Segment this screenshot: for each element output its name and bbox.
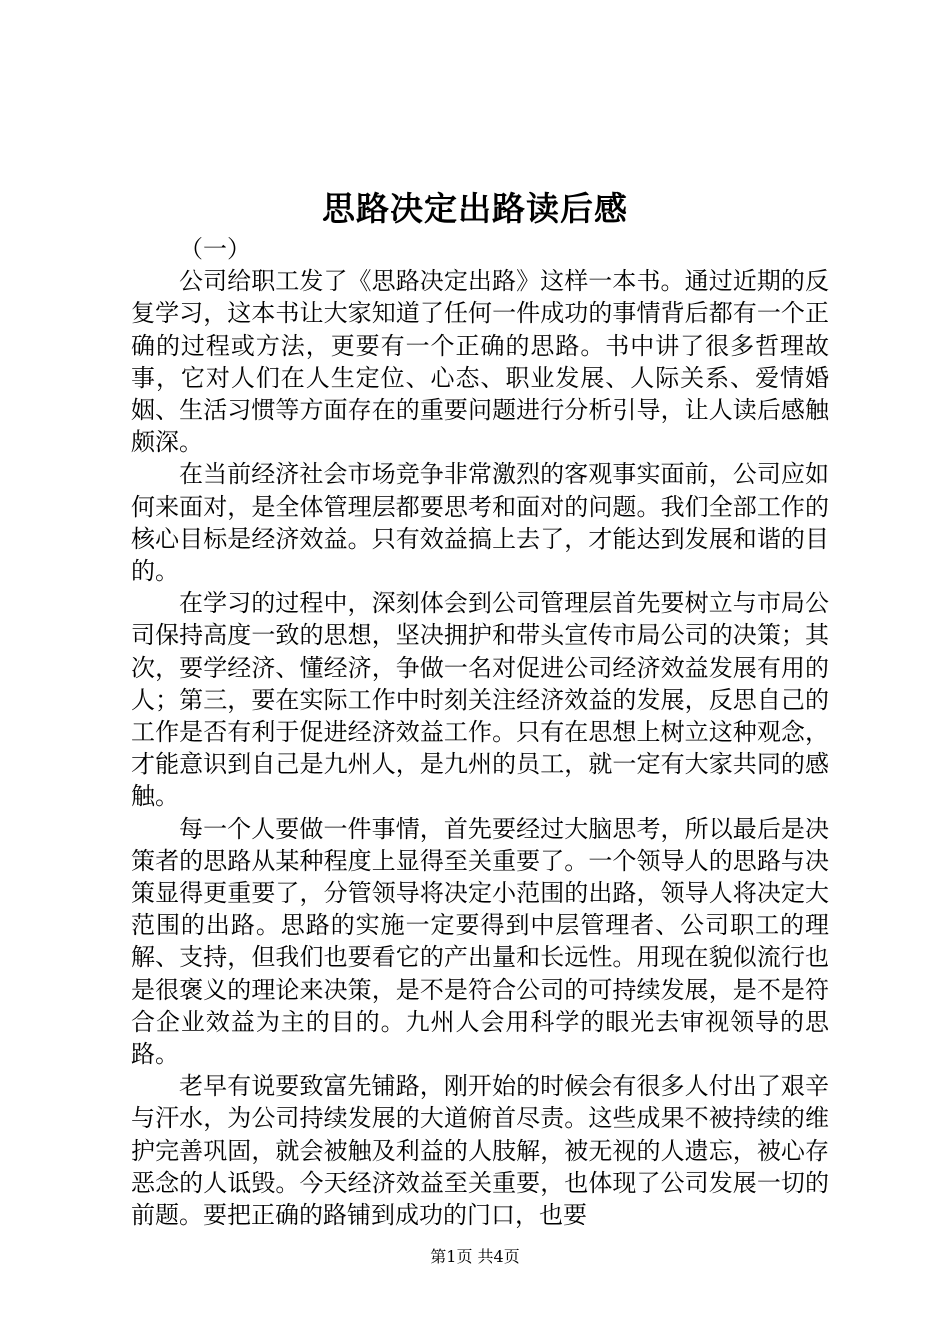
- paragraph: 公司给职工发了《思路决定出路》这样一本书。通过近期的反复学习，这本书让大家知道了任何一件成功的事情背后都有一个正确的过程或方法，更要有一个正确的思路。书中讲了很多哲理故事，它对人们在人生定位、心态、职业发展、人际关系、爱情婚姻、生活习惯等方面存在的重要问题进行分析引导，让人读后感触颇深。: [131, 267, 829, 457]
- document-title: 思路决定出路读后感: [322, 189, 628, 228]
- paragraph: 老早有说要致富先铺路，刚开始的时候会有很多人付出了艰辛与汗水，为公司持续发展的大道俯首尽责。这些成果不被持续的维护完善巩固，就会被触及利益的人肢解，被无视的人遗忘，被心存恶念的人诋毁。今天经济效益至关重要，也体现了公司发展一切的前题。要把正确的路铺到成功的门口，也要: [131, 1072, 829, 1230]
- paragraph: 在当前经济社会市场竞争非常激烈的客观事实面前，公司应如何来面对，是全体管理层都要思考和面对的问题。我们全部工作的核心目标是经济效益。只有效益搞上去了，才能达到发展和谐的目的。: [131, 460, 829, 586]
- document-body: [131, 233, 829, 1231]
- paragraph: 在学习的过程中，深刻体会到公司管理层首先要树立与市局公司保持高度一致的思想，坚决拥护和带头宣传市局公司的决策；其次，要学经济、懂经济，争做一名对促进公司经济效益发展有用的人；第三，要在实际工作中时刻关注经济效益的发展，反思自己的工作是否有利于促进经济效益工作。只有在思想上树立这种观念，才能意识到自己是九州人，是九州的员工，就一定有大家共同的感触。: [131, 589, 829, 811]
- page-number-footer: 第1页 共4页: [430, 1247, 520, 1266]
- paragraph-section-marker: （一）: [179, 235, 251, 263]
- paragraph: 每一个人要做一件事情，首先要经过大脑思考，所以最后是决策者的思路从某种程度上显得至关重要了。一个领导人的思路与决策显得更重要了，分管领导将决定小范围的出路，领导人将决定大范围的出路。思路的实施一定要得到中层管理者、公司职工的理解、支持，但我们也要看它的产出量和长远性。用现在貌似流行也是很褒义的理论来决策，是不是符合公司的可持续发展，是不是符合企业效益为主的目的。九州人会用科学的眼光去审视领导的思路。: [131, 814, 829, 1069]
